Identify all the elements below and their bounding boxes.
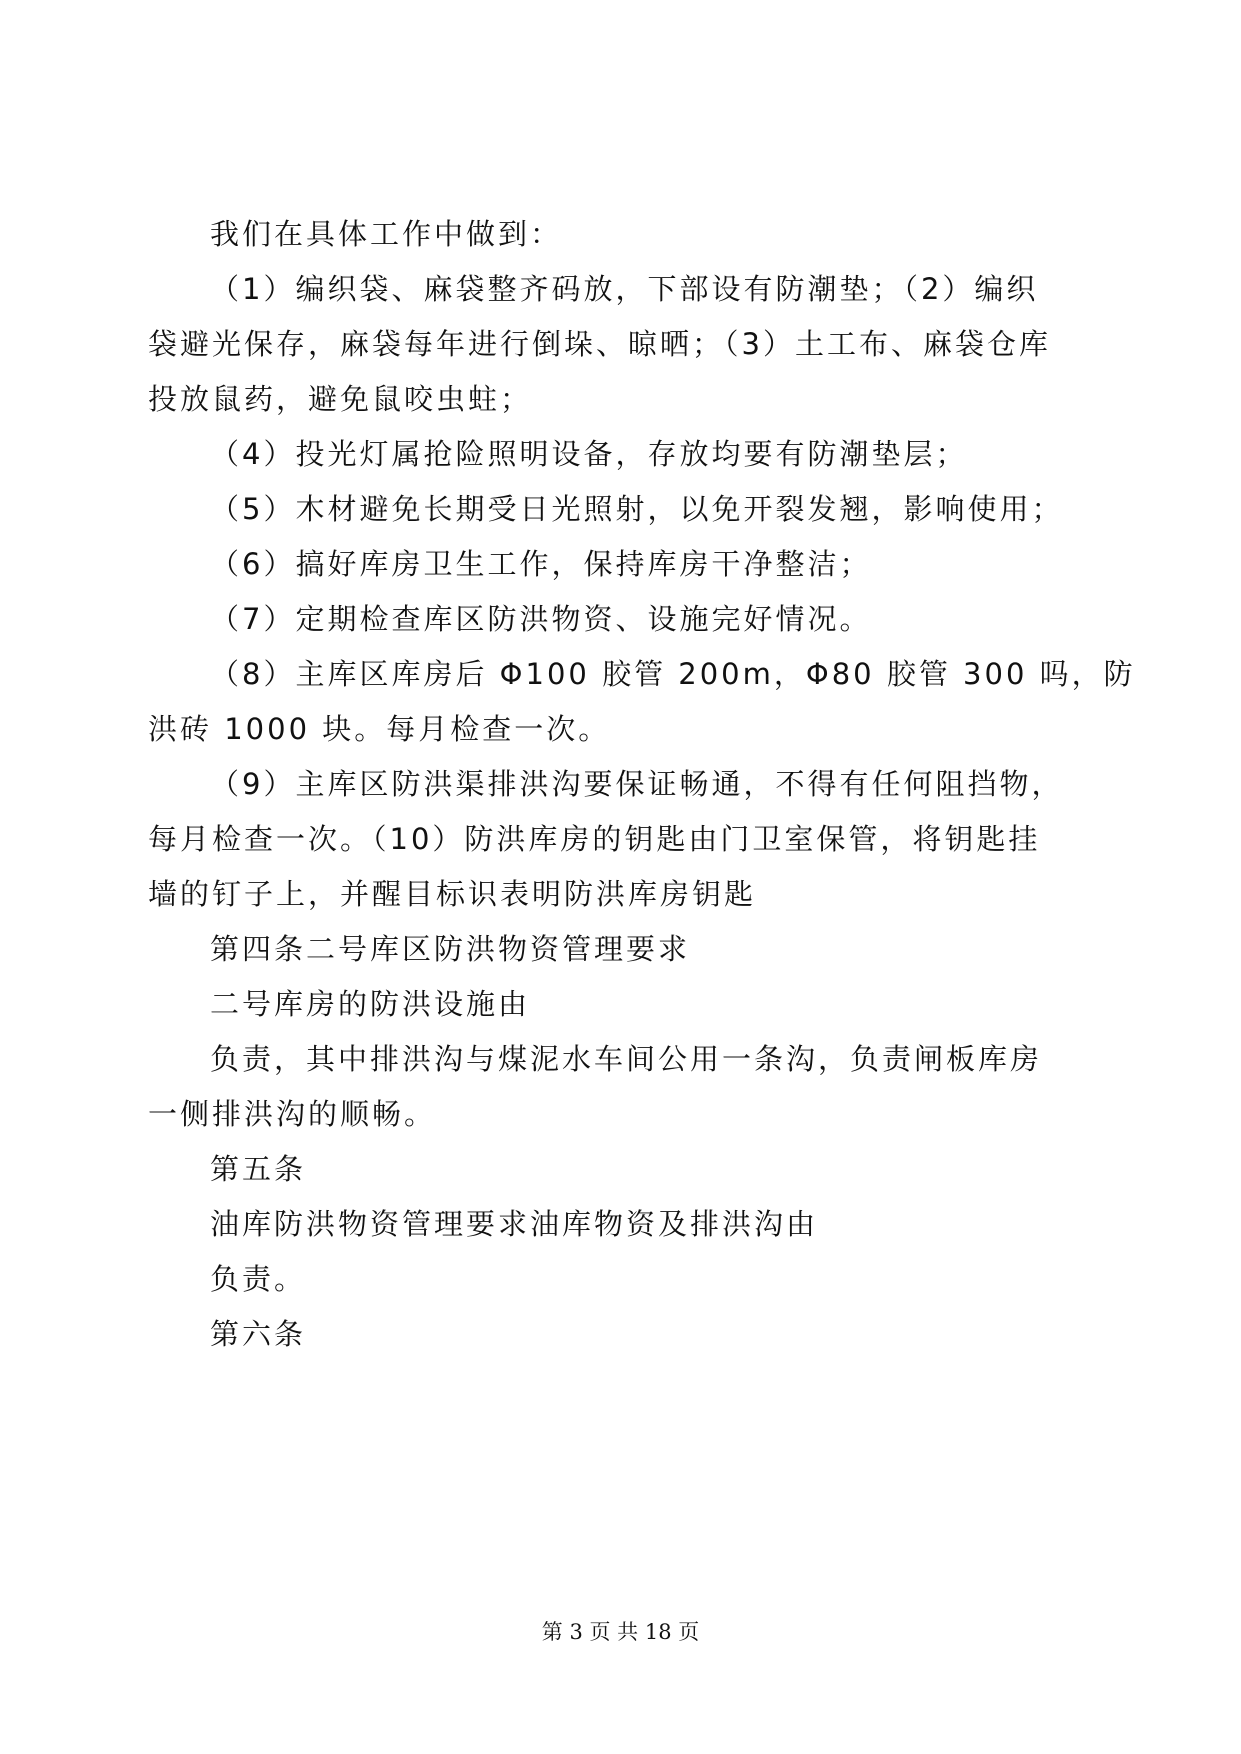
section-heading: 第五条 <box>210 1152 307 1186</box>
body-line: 墙的钉子上，并醒目标识表明防洪库房钥匙 <box>148 877 757 911</box>
body-line: 负责，其中排洪沟与煤泥水车间公用一条沟，负责闸板库房 <box>210 1042 1043 1076</box>
body-line: 负责。 <box>210 1262 307 1296</box>
page-footer: 第 3 页 共 18 页 <box>541 1620 700 1644</box>
body-line: （7）定期检查库区防洪物资、设施完好情况。 <box>210 602 872 636</box>
body-line: 一侧排洪沟的顺畅。 <box>148 1097 437 1131</box>
body-line: 二号库房的防洪设施由 <box>210 987 531 1021</box>
body-line: 每月检查一次。（10）防洪库房的钥匙由门卫室保管，将钥匙挂 <box>148 822 1041 856</box>
body-line: （6）搞好库房卫生工作，保持库房干净整洁； <box>210 547 872 581</box>
body-line: （8）主库区库房后 Φ100 胶管 200m，Φ80 胶管 300 吗，防 <box>210 657 1136 691</box>
body-line: （1）编织袋、麻袋整齐码放，下部设有防潮垫；（2）编织 <box>210 272 1039 306</box>
body-line: 油库防洪物资管理要求油库物资及排洪沟由 <box>210 1207 819 1241</box>
body-line: （4）投光灯属抢险照明设备，存放均要有防潮垫层； <box>210 437 968 471</box>
section-heading: 第六条 <box>210 1317 307 1351</box>
body-line: 我们在具体工作中做到： <box>210 217 563 251</box>
body-line: 袋避光保存，麻袋每年进行倒垛、晾晒；（3）土工布、麻袋仓库 <box>148 327 1051 361</box>
body-line: （5）木材避免长期受日光照射，以免开裂发翘，影响使用； <box>210 492 1064 526</box>
body-line: （9）主库区防洪渠排洪沟要保证畅通，不得有任何阻挡物， <box>210 767 1064 801</box>
section-heading: 第四条二号库区防洪物资管理要求 <box>210 932 691 966</box>
body-line: 洪砖 1000 块。每月检查一次。 <box>148 712 611 746</box>
body-line: 投放鼠药，避免鼠咬虫蛀； <box>148 382 533 416</box>
